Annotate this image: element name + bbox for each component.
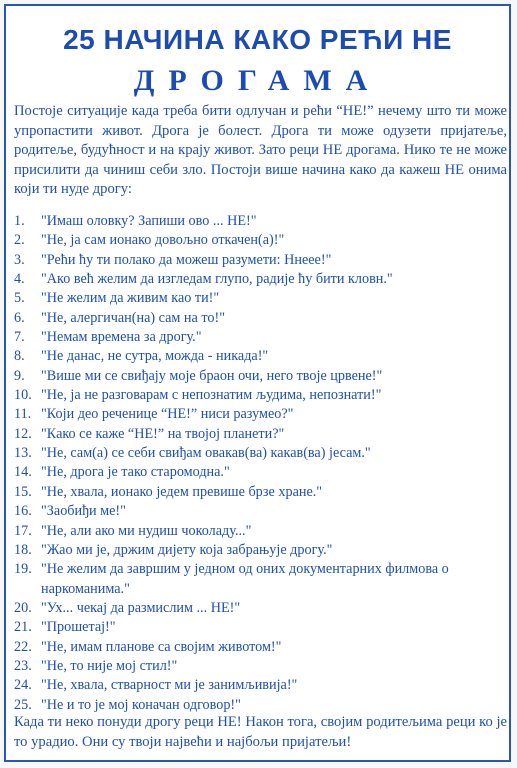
list-item	[14, 444, 509, 463]
item-text: "Више ми се свиђају моје браон очи, него твоје црвене!"	[41, 367, 383, 384]
item-number: 1.	[14, 213, 25, 229]
item-number: 17.	[14, 522, 32, 539]
item-number: 9.	[14, 367, 25, 384]
item-text: "Не, ја не разговарам с непознатим људима, непознати!"	[41, 387, 382, 404]
item-text: "Прошетај!"	[41, 619, 116, 636]
item-text: "Не желим да живим као ти!"	[41, 290, 220, 307]
item-number: 25.	[14, 696, 32, 713]
list-item	[14, 541, 509, 560]
list-item	[14, 657, 509, 676]
item-number: 3.	[14, 251, 25, 268]
list-item	[14, 502, 509, 521]
item-text: "Не, хвала, стварност ми је занимљивија!"	[41, 677, 298, 694]
item-number: 10.	[14, 387, 32, 404]
item-number: 11.	[14, 406, 32, 423]
title-line-1: 25 НАЧИНА КАКО РЕЋИ НЕ	[63, 24, 452, 55]
list-item	[14, 425, 509, 444]
item-text: "Рећи ћу ти полако да можеш разумети: Ннеее!"	[41, 251, 332, 268]
list-item	[14, 251, 509, 270]
item-number: 6.	[14, 309, 25, 326]
title-line-2: ДРОГАМА	[133, 64, 382, 97]
item-text: "Не, ја сам ионако довољно откачен(а)!"	[41, 232, 285, 249]
poster	[4, 4, 511, 762]
item-number: 12.	[14, 425, 32, 442]
item-text: "Немам времена за дрогу."	[41, 329, 202, 346]
item-text: "Не, имам планове са својим животом!"	[41, 638, 282, 655]
item-number: 15.	[14, 483, 32, 500]
list-item	[14, 638, 509, 657]
item-number: 22.	[14, 638, 32, 655]
closing-paragraph: Када ти неко понуди дрогу реци НЕ! Након тога, својим родитељима реци ко је то урадио. Они су твоји највећи и најбољи пријатељи!	[14, 714, 507, 750]
item-number: 21.	[14, 619, 32, 636]
list-item	[14, 560, 509, 599]
item-text: "Не данас, не сутра, можда - никада!"	[41, 348, 269, 365]
item-text: "Не, дрога је тако старомодна."	[41, 464, 230, 481]
list-item	[14, 270, 509, 289]
item-text: "Не, хвала, ионако једем превише брзе хране."	[41, 483, 323, 500]
item-number: 20.	[14, 599, 32, 616]
item-number: 19.	[14, 561, 32, 578]
item-number: 7.	[14, 329, 25, 346]
reasons-list	[14, 212, 509, 715]
list-item	[14, 347, 509, 366]
list-item	[14, 405, 509, 424]
item-text: "Не, алергичан(на) сам на то!"	[41, 309, 225, 326]
item-text: "Имаш оловку? Запиши ово ... НЕ!"	[41, 213, 257, 229]
item-number: 8.	[14, 348, 25, 365]
intro-paragraph: Постоје ситуације када треба бити одлучан и рећи “НЕ!” нечему што ти може упропастити живот. Дрога је болест. Дрога ти може одузети пријатеље, родитеље, будућност и на крају живот. Зато реци НЕ дрогама. Нико те не може присилити да чиниш себи зло. Постоји више начина како да кажеш НЕ онима који ти нуде дрогу:	[14, 103, 507, 197]
list-item	[14, 483, 509, 502]
list-item	[14, 386, 509, 405]
item-text: "Не желим да завршим у једном од оних документарних филмова о наркоманима."	[41, 561, 449, 597]
list-item	[14, 522, 509, 541]
list-item	[14, 212, 509, 231]
list-item	[14, 676, 509, 695]
list-item	[14, 309, 509, 328]
item-text: "Ако већ желим да изгледам глупо, радије ћу бити кловн."	[41, 271, 393, 288]
item-number: 23.	[14, 657, 32, 674]
item-number: 2.	[14, 232, 25, 249]
list-item	[14, 289, 509, 308]
item-text: "Не и то је мој коначан одговор!"	[41, 696, 241, 713]
item-number: 13.	[14, 445, 32, 462]
list-item	[14, 367, 509, 386]
list-item	[14, 328, 509, 347]
item-text: "Који део реченице “НЕ!” ниси разумео?"	[41, 406, 294, 423]
item-number: 14.	[14, 464, 32, 481]
item-number: 16.	[14, 503, 32, 520]
list-item	[14, 599, 509, 618]
list-item	[14, 463, 509, 482]
item-text: "Не, али ако ми нудиш чоколаду..."	[41, 522, 252, 539]
item-number: 4.	[14, 271, 25, 288]
item-number: 5.	[14, 290, 25, 307]
list-item	[14, 231, 509, 250]
item-text: "Не, то није мој стил!"	[41, 657, 178, 674]
item-text: "Ух... чекај да размислим ... НЕ!"	[41, 599, 241, 616]
item-number: 18.	[14, 541, 32, 558]
item-text: "Не, сам(а) се себи свиђам овакав(ва) какав(ва) јесам."	[41, 445, 371, 462]
item-text: "Жао ми је, држим дијету која забрањује дрогу."	[41, 541, 333, 558]
list-item	[14, 618, 509, 637]
item-text: "Како се каже “НЕ!” на твојој планети?"	[41, 425, 285, 442]
item-number: 24.	[14, 677, 32, 694]
item-text: "Заобиђи ме!"	[41, 503, 126, 520]
